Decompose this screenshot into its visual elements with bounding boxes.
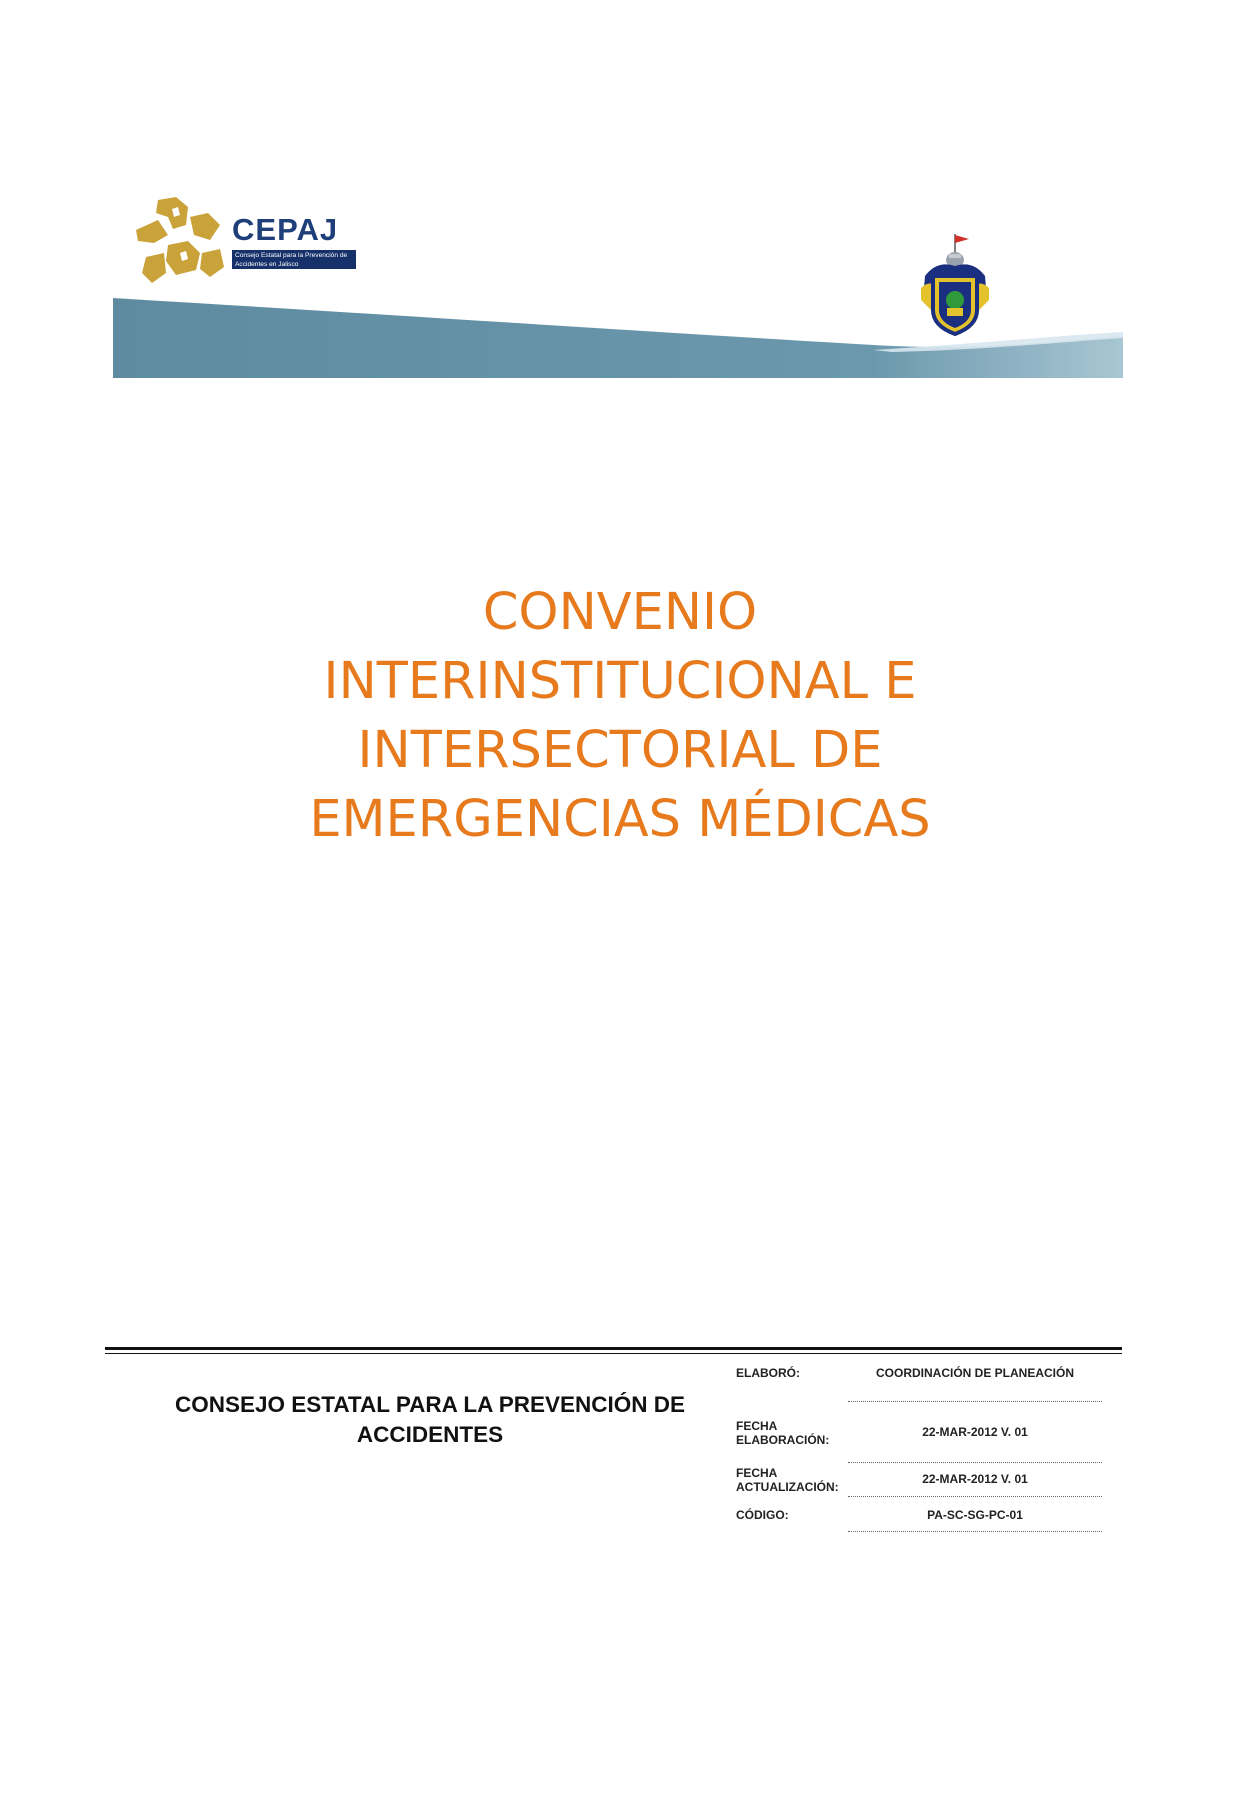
codigo-label: CÓDIGO:	[736, 1508, 789, 1522]
elaboro-label: ELABORÓ:	[736, 1366, 800, 1380]
dotted-rule	[848, 1531, 1102, 1532]
dotted-rule	[848, 1462, 1102, 1463]
title-line: EMERGENCIAS MÉDICAS	[309, 790, 931, 849]
logo-subtitle: Consejo Estatal para la Prevención de Accidentes en Jalisco	[232, 250, 356, 269]
title-line: INTERINSTITUCIONAL E	[323, 652, 917, 711]
fecha-elaboracion-label: FECHA ELABORACIÓN:	[736, 1419, 830, 1447]
footer-divider-thick	[105, 1347, 1122, 1350]
fecha-actualizacion-value: 22-MAR-2012 V. 01	[922, 1472, 1028, 1486]
cepaj-map-logo-icon	[128, 195, 228, 290]
elaboro-value: COORDINACIÓN DE PLANEACIÓN	[875, 1366, 1074, 1380]
codigo-value: PA-SC-SG-PC-01	[927, 1508, 1023, 1522]
fecha-actualizacion-label: FECHA ACTUALIZACIÓN:	[736, 1466, 839, 1494]
logo-name: CEPAJ	[232, 212, 339, 247]
dotted-rule	[848, 1401, 1102, 1402]
document-title	[0, 578, 1240, 854]
title-line: CONVENIO	[482, 583, 758, 642]
organization-name: CONSEJO ESTATAL PARA LA PREVENCIÓN DE ACCIDENTES	[174, 1392, 686, 1447]
footer-divider-thin	[105, 1353, 1122, 1354]
fecha-elaboracion-value: 22-MAR-2012 V. 01	[922, 1425, 1028, 1439]
title-line: INTERSECTORIAL DE	[357, 721, 883, 780]
jalisco-coat-of-arms-icon	[915, 230, 995, 340]
dotted-rule	[848, 1496, 1102, 1497]
